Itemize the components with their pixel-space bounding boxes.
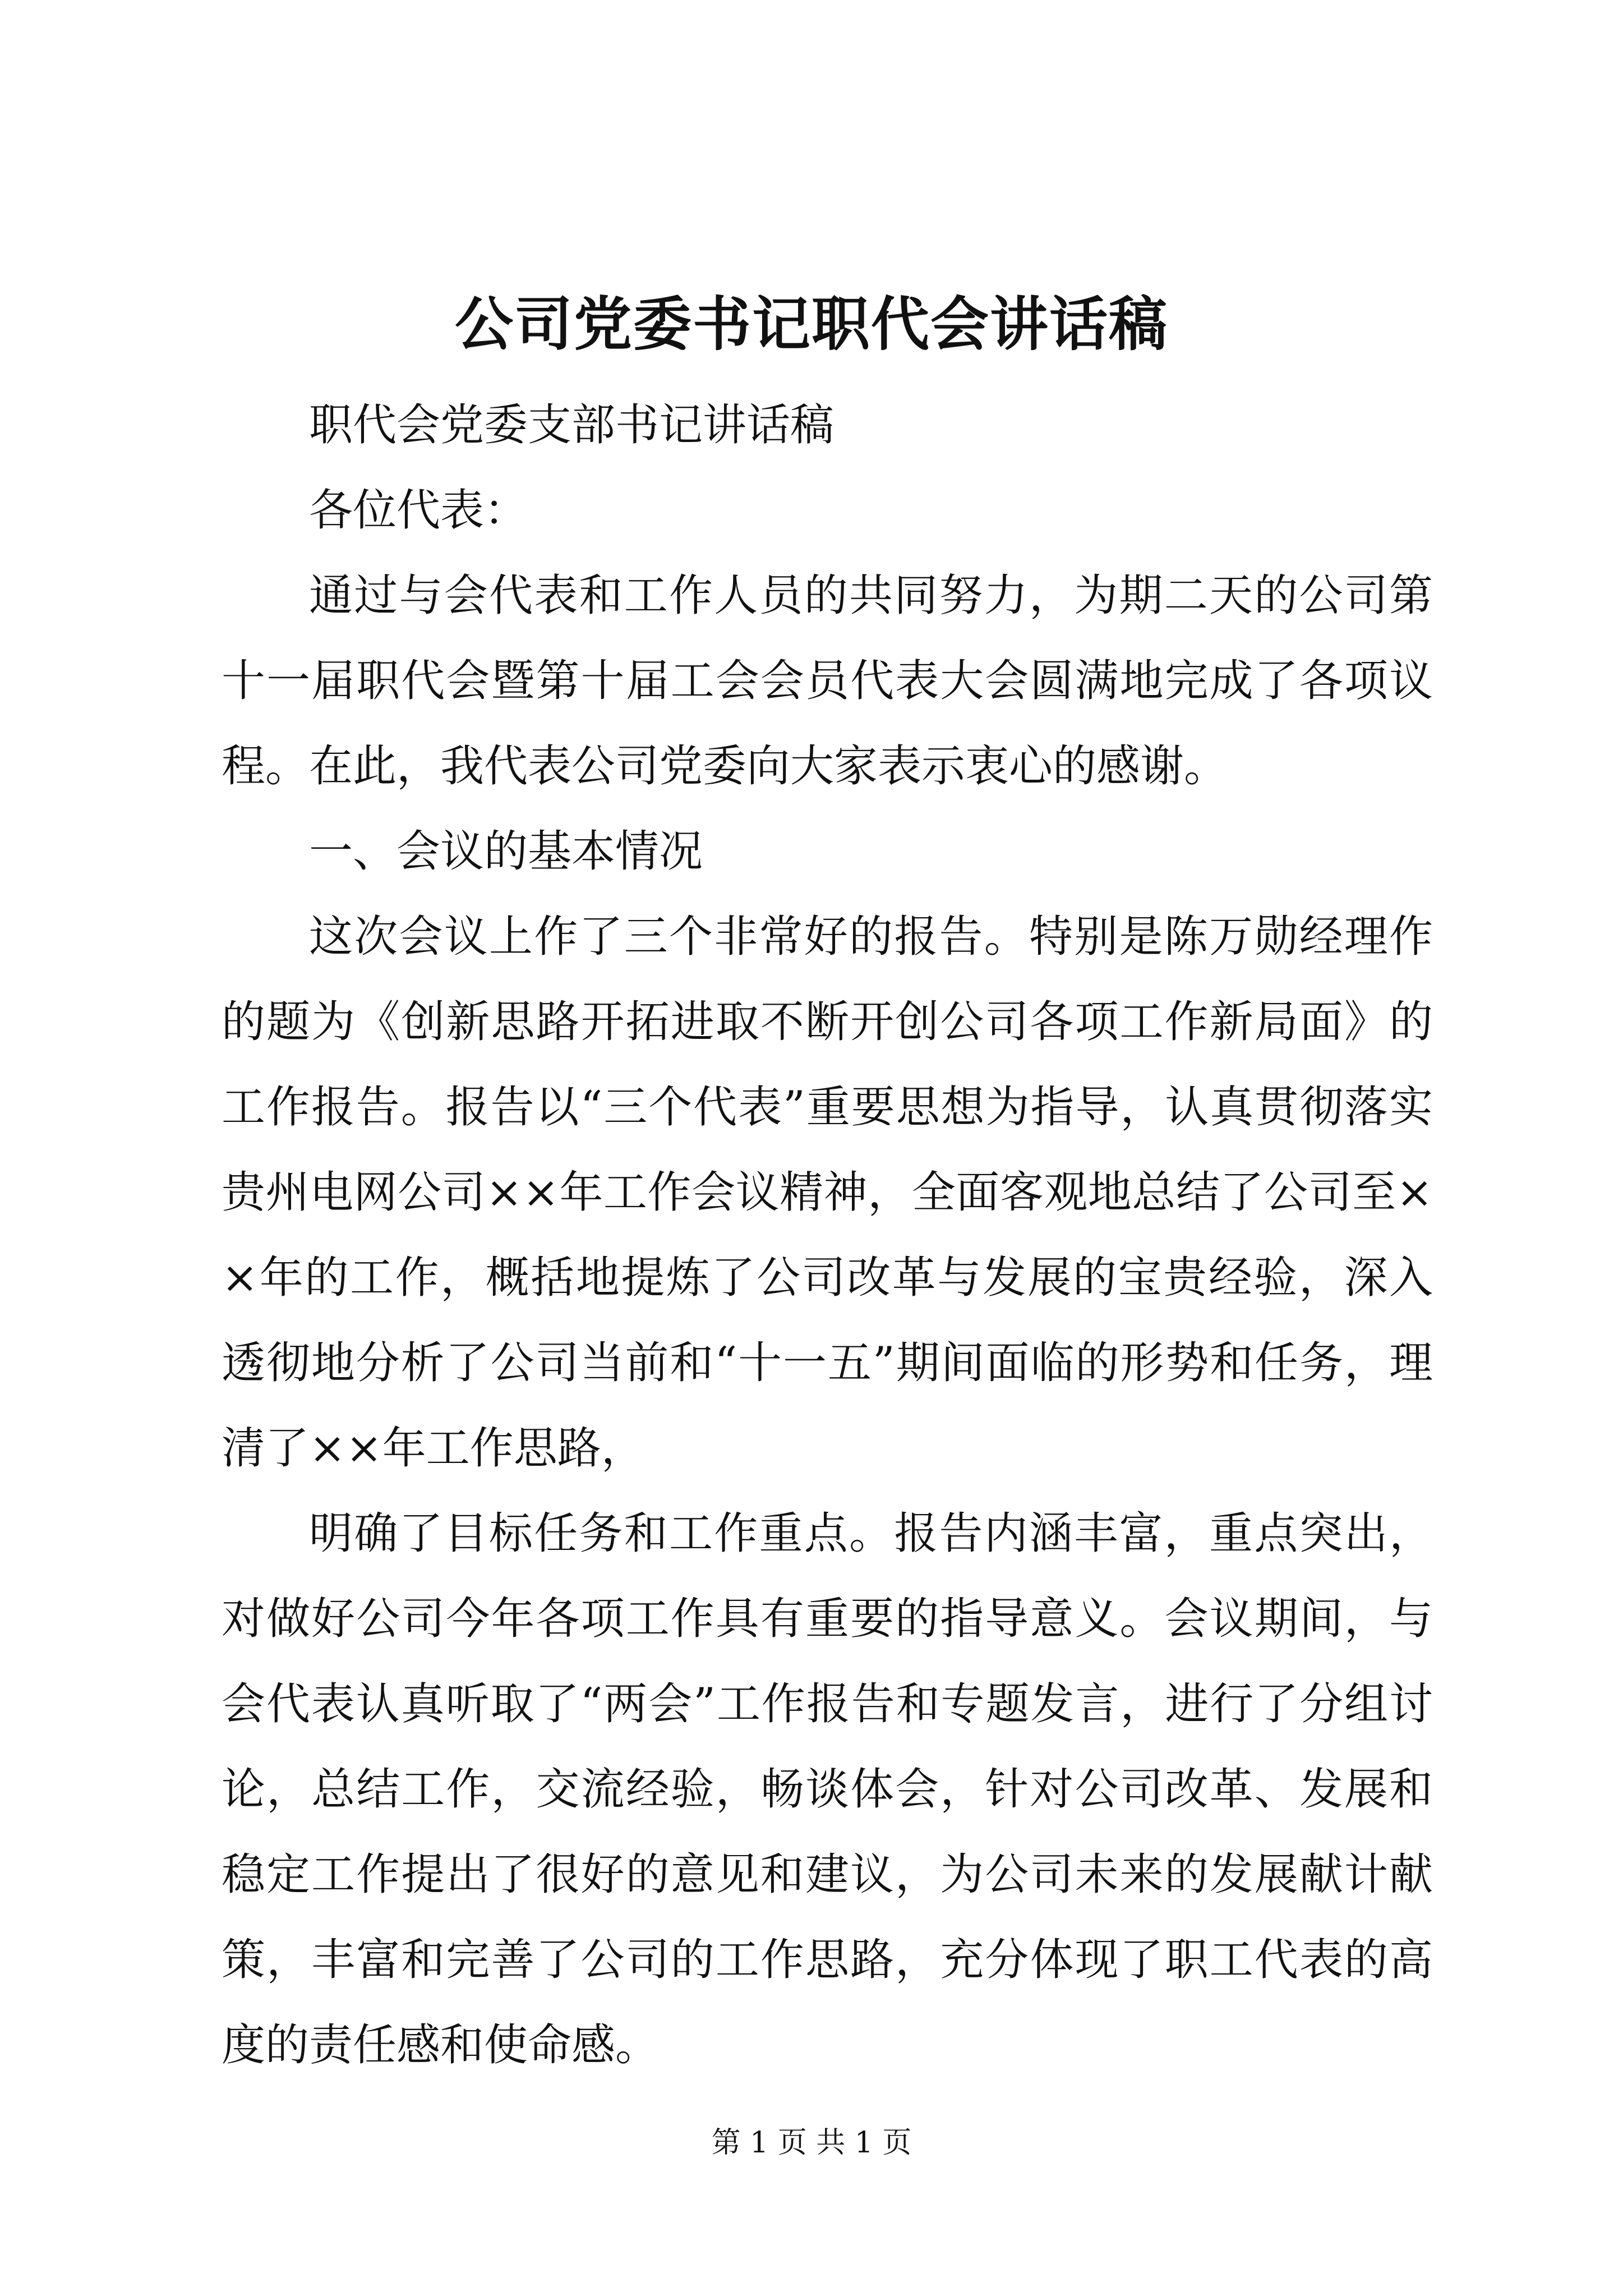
paragraph-goals: 明确了目标任务和工作重点。报告内涵丰富，重点突出，对做好公司今年各项工作具有重要的指导意义。会议期间，与会代表认真听取了“两会”工作报告和专题发言，进行了分组讨论，总结工作，交流经验，畅谈体会，针对公司改革、发展和稳定工作提出了很好的意见和建议，为公司未来的发展献计献策，丰富和完善了公司的工作思路，充分体现了职工代表的高度的责任感和使命感。 bbox=[222, 1508, 1433, 2070]
page-footer: 第 1 页 共 1 页 bbox=[711, 2126, 912, 2160]
section-heading: 一、会议的基本情况 bbox=[309, 826, 703, 877]
paragraph-report: 这次会议上作了三个非常好的报告。特别是陈万勋经理作的题为《创新思路开拓进取不断开创公司各项工作新局面》的工作报告。报告以“三个代表”重要思想为指导，认真贯彻落实贵州电网公司××年工作会议精神，全面客观地总结了公司至××年的工作，概括地提炼了公司改革与发展的宝贵经验，深入透彻地分析了公司当前和“十一五”期间面临的形势和任务，理清了××年工作思路， bbox=[222, 912, 1433, 1474]
paragraph-opening: 通过与会代表和工作人员的共同努力，为期二天的公司第十一届职代会暨第十届工会会员代表大会圆满地完成了各项议程。在此，我代表公司党委向大家表示衷心的感谢。 bbox=[222, 570, 1433, 792]
paragraph-salutation: 各位代表： bbox=[309, 485, 528, 536]
document-body bbox=[222, 383, 1433, 2088]
document-title: 公司党委书记职代会讲话稿 bbox=[454, 289, 1168, 358]
paragraph-subtitle: 职代会党委支部书记讲话稿 bbox=[309, 400, 834, 450]
